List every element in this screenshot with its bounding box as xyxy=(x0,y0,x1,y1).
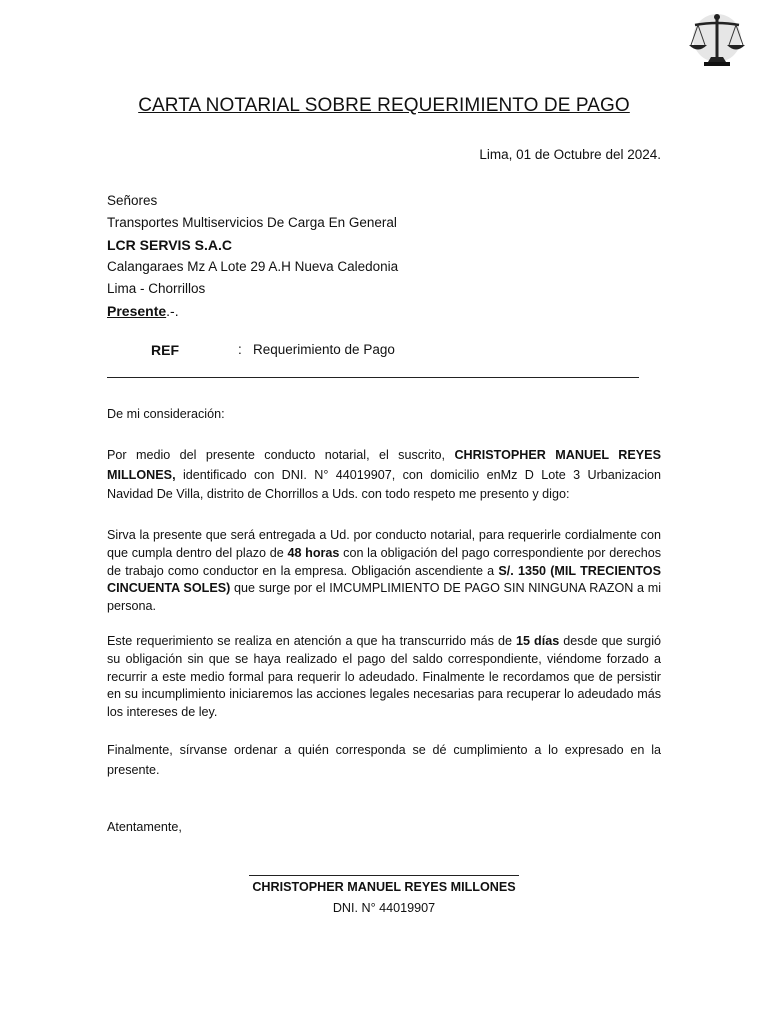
paragraph-request-e: que surge por el IMCUMPLIMIENTO DE PAGO SIN NINGUNA RAZON a mi persona. xyxy=(107,581,661,614)
deadline-hours: 48 horas xyxy=(287,545,340,560)
ref-divider xyxy=(107,377,639,378)
signature-name: CHRISTOPHER MANUEL REYES MILLONES xyxy=(252,880,516,894)
closing: Atentamente, xyxy=(107,820,182,834)
elapsed-days: 15 días xyxy=(516,634,560,648)
presente-word: Presente xyxy=(107,303,167,319)
greeting: De mi consideración: xyxy=(107,407,225,421)
letter-title: CARTA NOTARIAL SOBRE REQUERIMIENTO DE PAGO xyxy=(138,95,630,116)
paragraph-request-a: Sirva la presente que será entregada a Ud. por conducto notarial, para requerirle cordialmente con que cumpla dentro del plazo de xyxy=(107,528,661,560)
paragraph-request-c: con la obligación del pago correspondiente por derechos de trabajo como conductor en la empresa. Obligación ascendiente a xyxy=(107,545,662,578)
paragraph-reason-c: desde que surgió su obligación sin que se haya realizado el pago del saldo correspondiente, viéndome forzado a recurrir a este medio formal para requerir lo adeudado. Finalmente le recordamos que de persistir en su incumplimiento iniciaremos las acciones legales necesarias para recuperar lo adeudado más los intereses de ley. xyxy=(107,634,661,720)
company-address: Calangaraes Mz A Lote 29 A.H Nueva Caledonia xyxy=(107,259,399,274)
ref-label: REF xyxy=(151,342,179,358)
salutation: Señores xyxy=(107,193,158,208)
paragraph-reason xyxy=(107,633,661,722)
company-line: Transportes Multiservicios De Carga En General xyxy=(107,215,397,230)
company-name: LCR SERVIS S.A.C xyxy=(107,237,232,253)
paragraph-intro-rest: identificado con DNI. N° 44019907, con domicilio enMz D Lote 3 Urbanizacion Navidad De Villa, distrito de Chorrillos a Uds. con todo respeto me presento y digo: xyxy=(107,467,661,501)
ref-separator: : xyxy=(238,342,242,357)
paragraph-final: Finalmente, sírvanse ordenar a quién corresponda se dé cumplimiento a lo expresado en la presente. xyxy=(107,743,661,777)
presente-line xyxy=(107,300,398,322)
paragraph-reason-a: Este requerimiento se realiza en atención a que ha transcurrido más de xyxy=(107,634,516,648)
sender-name: CHRISTOPHER MANUEL REYES MILLONES, xyxy=(107,448,661,482)
amount-due: S/. 1350 (MIL TRECIENTOS CINCUENTA SOLES) xyxy=(107,563,662,596)
paragraph-intro-text: Por medio del presente conducto notarial, el suscrito, xyxy=(107,448,455,462)
ref-value: Requerimiento de Pago xyxy=(253,342,395,357)
scales-of-justice-icon xyxy=(686,10,748,70)
signature-line xyxy=(249,875,519,876)
presente-suffix: .-. xyxy=(166,303,179,319)
addressee-block xyxy=(107,190,398,322)
paragraph-request xyxy=(107,527,661,616)
signature-dni: DNI. N° 44019907 xyxy=(332,901,436,915)
paragraph-intro xyxy=(107,446,661,505)
date-line: Lima, 01 de Octubre del 2024. xyxy=(479,147,661,162)
company-district: Lima - Chorrillos xyxy=(107,281,206,296)
